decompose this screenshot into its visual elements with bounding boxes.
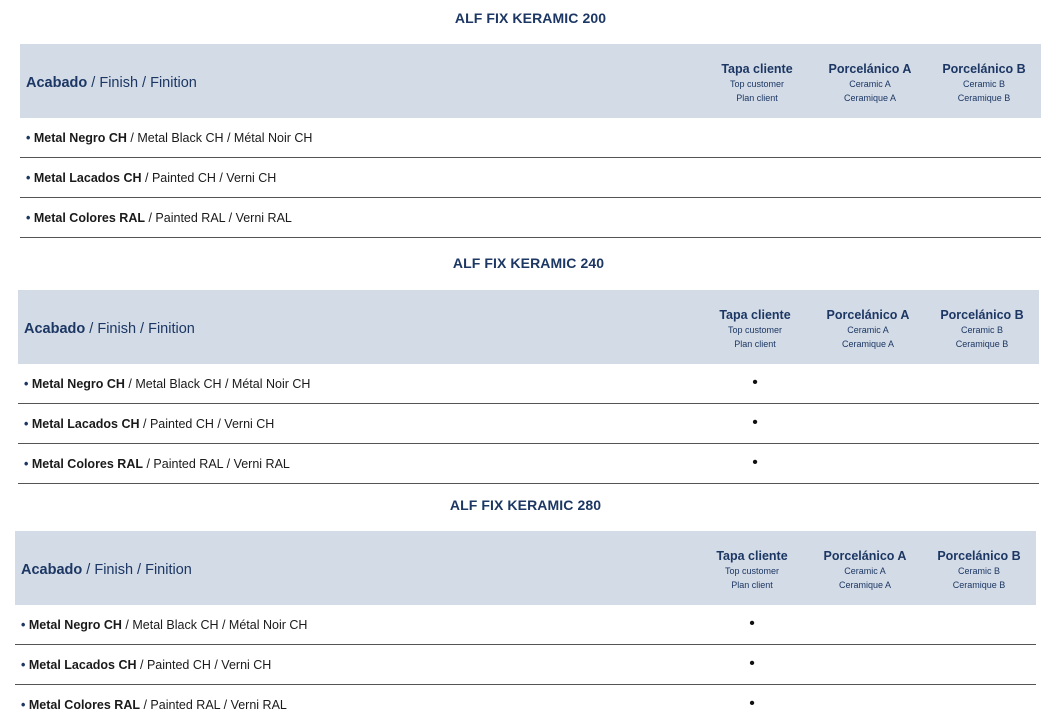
finish-column-header: Acabado / Finish / Finition [21,562,192,578]
table-row [20,118,1041,158]
finish-column-header: Acabado / Finish / Finition [24,321,195,337]
product-table-keramic-280 [15,497,1036,720]
table-row [20,198,1041,238]
finish-column-header: Acabado / Finish / Finition [26,75,197,91]
table-header [15,531,1036,605]
column-header-ceramic-a: Porcelánico A Ceramic A Ceramique A [826,308,910,349]
finish-label: • Metal Negro CH / Metal Black CH / Métal Noir CH [26,131,313,145]
column-header-ceramic-b: Porcelánico B Ceramic B Ceramique B [940,308,1024,349]
column-header-top-customer: Tapa cliente Top customer Plan client [716,549,788,590]
column-header-ceramic-b: Porcelánico B Ceramic B Ceramique B [937,549,1021,590]
table-row [18,444,1039,484]
check-mark: • [749,695,755,712]
product-table-keramic-240 [18,255,1039,483]
column-header-ceramic-b: Porcelánico B Ceramic B Ceramique B [942,62,1026,103]
table-row [18,364,1039,404]
table-header [18,290,1039,364]
finish-label: • Metal Lacados CH / Painted CH / Verni CH [26,171,277,185]
table-row [18,404,1039,444]
table-row [15,605,1036,645]
section-title: ALF FIX KERAMIC 240 [452,255,605,271]
check-mark: • [752,414,758,431]
check-mark: • [752,454,758,471]
column-header-top-customer: Tapa cliente Top customer Plan client [721,62,793,103]
check-mark: • [749,615,755,632]
finish-label: • Metal Lacados CH / Painted CH / Verni CH [24,417,275,431]
finish-label: • Metal Colores RAL / Painted RAL / Verni RAL [24,457,290,471]
table-row [15,685,1036,720]
finish-label: • Metal Colores RAL / Painted RAL / Verni RAL [26,211,292,225]
section-title: ALF FIX KERAMIC 200 [454,10,607,26]
finish-label: • Metal Negro CH / Metal Black CH / Métal Noir CH [21,618,308,632]
check-mark: • [749,655,755,672]
product-table-keramic-200 [20,10,1041,237]
check-mark: • [752,374,758,391]
finish-label: • Metal Lacados CH / Painted CH / Verni CH [21,658,272,672]
finish-label: • Metal Colores RAL / Painted RAL / Verni RAL [21,698,287,712]
column-header-ceramic-a: Porcelánico A Ceramic A Ceramique A [828,62,912,103]
column-header-top-customer: Tapa cliente Top customer Plan client [719,308,791,349]
table-row [20,158,1041,198]
table-row [15,645,1036,685]
table-header [20,44,1041,118]
finish-label: • Metal Negro CH / Metal Black CH / Métal Noir CH [24,377,311,391]
column-header-ceramic-a: Porcelánico A Ceramic A Ceramique A [823,549,907,590]
section-title: ALF FIX KERAMIC 280 [449,497,602,513]
